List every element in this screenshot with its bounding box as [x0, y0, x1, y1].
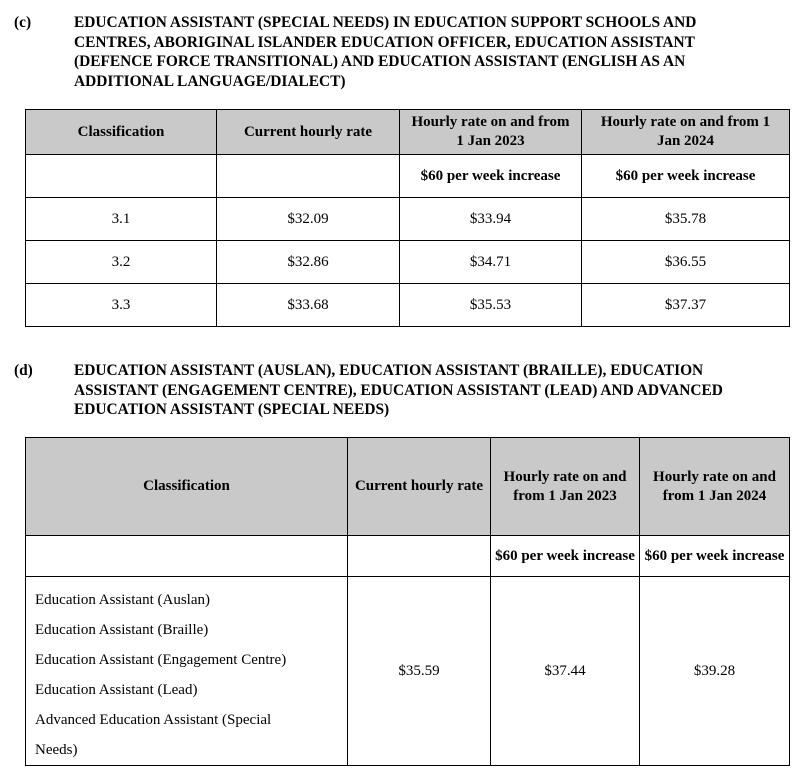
- table-row: [26, 284, 790, 327]
- section-d-title: [74, 361, 804, 420]
- classification-cell: 3.3: [26, 284, 217, 327]
- section-d-letter: (d): [14, 362, 33, 379]
- classification-item: Education Assistant (Braille): [35, 622, 209, 638]
- section-d-rate-table: [25, 437, 790, 766]
- section-c-title-line: CENTRES, ABORIGINAL ISLANDER EDUCATION OFFICER, EDUCATION ASSISTANT: [74, 33, 695, 51]
- subheader-cell: [217, 155, 400, 198]
- classification-list-cell: [26, 577, 348, 766]
- section-c-rate-table: [25, 109, 790, 327]
- table-row: [26, 577, 790, 766]
- section-d-title-line: EDUCATION ASSISTANT (SPECIAL NEEDS): [74, 401, 390, 418]
- table-row: [26, 198, 790, 241]
- subheader-cell: [348, 536, 491, 577]
- section-d-title-line: ASSISTANT (ENGAGEMENT CENTRE), EDUCATION ASSISTANT (LEAD) AND ADVANCED: [74, 381, 723, 399]
- classification-item: Education Assistant (Lead): [35, 682, 198, 698]
- header-rate-2024: Hourly rate on and from 1 Jan 2024: [582, 110, 790, 155]
- subheader-cell: [26, 536, 348, 577]
- rate-2024-cell: $35.78: [582, 198, 790, 241]
- subheader-cell: [26, 155, 217, 198]
- rate-2023-cell: $34.71: [400, 241, 582, 284]
- rate-2023-cell: $33.94: [400, 198, 582, 241]
- subheader-increase-2023: $60 per week increase: [491, 536, 640, 577]
- table-row: [26, 241, 790, 284]
- section-c-title: [74, 13, 804, 91]
- section-c-title-line: ADDITIONAL LANGUAGE/DIALECT): [74, 72, 346, 90]
- table-header-row: [26, 110, 790, 155]
- section-d-title-line: EDUCATION ASSISTANT (AUSLAN), EDUCATION ASSISTANT (BRAILLE), EDUCATION: [74, 362, 704, 379]
- header-classification: Classification: [26, 438, 348, 536]
- classification-item: Education Assistant (Auslan): [35, 592, 210, 608]
- subheader-increase-2023: $60 per week increase: [400, 155, 582, 198]
- table-header-row: [26, 438, 790, 536]
- rate-2024-cell: $36.55: [582, 241, 790, 284]
- classification-cell: 3.1: [26, 198, 217, 241]
- header-rate-2024: Hourly rate on and from 1 Jan 2024: [640, 438, 790, 536]
- header-rate-2023: Hourly rate on and from 1 Jan 2023: [491, 438, 640, 536]
- rate-2023-cell: $35.53: [400, 284, 582, 327]
- table-subheader-row: [26, 155, 790, 198]
- header-rate-2023: Hourly rate on and from 1 Jan 2023: [400, 110, 582, 155]
- classification-item: Needs): [35, 742, 78, 758]
- rate-2024-cell: $37.37: [582, 284, 790, 327]
- rate-2024-cell: $39.28: [640, 577, 790, 766]
- classification-item: Education Assistant (Engagement Centre): [35, 652, 287, 668]
- classification-cell: 3.2: [26, 241, 217, 284]
- subheader-increase-2024: $60 per week increase: [640, 536, 790, 577]
- current-rate-cell: $32.09: [217, 198, 400, 241]
- header-current-rate: Current hourly rate: [348, 438, 491, 536]
- header-current-rate: Current hourly rate: [217, 110, 400, 155]
- current-rate-cell: $33.68: [217, 284, 400, 327]
- header-classification: Classification: [26, 110, 217, 155]
- current-rate-cell: $35.59: [348, 577, 491, 766]
- rate-2023-cell: $37.44: [491, 577, 640, 766]
- section-c-title-line: (DEFENCE FORCE TRANSITIONAL) AND EDUCATION ASSISTANT (ENGLISH AS AN: [74, 53, 686, 70]
- classification-item: Advanced Education Assistant (Special: [35, 712, 272, 728]
- section-c-title-line: EDUCATION ASSISTANT (SPECIAL NEEDS) IN EDUCATION SUPPORT SCHOOLS AND: [74, 14, 697, 31]
- table-subheader-row: [26, 536, 790, 577]
- current-rate-cell: $32.86: [217, 241, 400, 284]
- subheader-increase-2024: $60 per week increase: [582, 155, 790, 198]
- section-c-letter: (c): [14, 14, 32, 31]
